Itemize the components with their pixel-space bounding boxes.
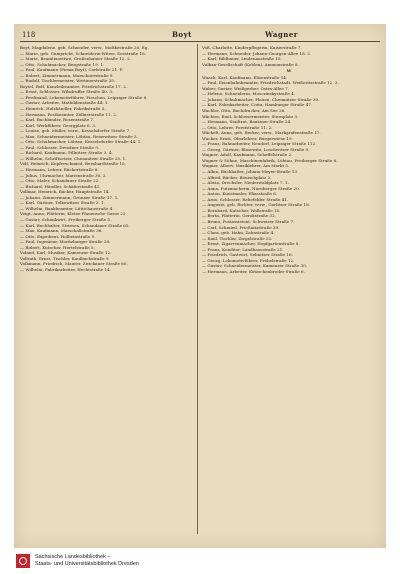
directory-entry: Vulkan-Gesellschaft (Kohlen), Ammonstraße 8. (202, 61, 299, 67)
directory-entry: Wacker, Ernst, Oberlehrer, Bürgerwiese 19. (202, 135, 293, 141)
page-header (22, 30, 378, 40)
directory-entry: Wagner, Adolf, Kaufmann, Scheffelstraße 2. (202, 152, 293, 158)
header-right-word: Wagner (265, 30, 298, 39)
directory-entry: — Otto, Lehrer, Forststraße 11. 2. (202, 124, 273, 130)
directory-entry: — Otto, Maler, Schandauer Straße 22. (20, 178, 100, 184)
section-letter: W (286, 68, 292, 74)
left-column (20, 45, 194, 272)
directory-entry: — Ernst, Schlosser, Wilsdruffer Straße 40. 3. (20, 89, 114, 95)
directory-entry: Waack, Karl, Kaufmann, Elisenstraße 14. (202, 74, 288, 80)
directory-entry: — Clara, geb. Hahn, Zahnstraße 4. (202, 230, 275, 236)
directory-entry: Voigt, Anna, Plätterin, Kleine Plauensche Gasse 22. (20, 211, 127, 217)
directory-entry: — Alwin, Drechsler, Niederwaldplatz 7. 1. (202, 180, 290, 186)
directory-entry: — Karl, Buchbinder, Rosenstraße 7. (20, 117, 95, 123)
directory-entry: — Arno, Schlosser, Rehefelder Straße 41. (202, 196, 289, 202)
directory-entry: — Robert, Zimmermann, Marschnerstraße 9. (20, 72, 114, 78)
directory-entry: — Berta, Plätterin, Gerokstraße 32. (202, 213, 276, 219)
directory-entry: — Wilhelm, Schriftsetzer, Chemnitzer Straße 25. 1. (20, 155, 127, 161)
footer-text (35, 554, 139, 568)
directory-entry: — Robert, Kutscher, Hertelstraße 5. (20, 244, 95, 250)
directory-entry: — Hermann, Lehrer, Rückertstraße 8. (20, 167, 99, 173)
directory-entry: Volkmann, Friedrich, Maurer, Zwickauer Straße 60. (20, 261, 128, 267)
directory-entry: — Hermann, Stadtrat, Bautzner Straße 24. (202, 119, 292, 125)
directory-entry: — Albin, Buchhalter, Johann-Meyer-Straße 13. (202, 169, 299, 175)
directory-entry: — Marie, geb. Gumpricht, Schneiderin-Witwe, Seestraße 16. (20, 50, 147, 56)
directory-entry: — Gustav, Schneidermeister, Kamenzer Straße 30. (202, 263, 308, 269)
directory-entry: — Hermann, Postbeamter, Zöllnerstraße 11. 2. (20, 111, 118, 117)
directory-entry: — Max, Kaufmann, Marschallstraße 36. (20, 228, 103, 234)
directory-entry: Wagner, Albert, Musiklehrer, Am Markt 5. (202, 163, 290, 169)
directory-entry: Wachler, Otto, Buchdrucker, Am See 26. (202, 108, 286, 114)
directory-entry: — Otto, Schuhmacher, Löbtau, Kesselsdorfer Straße 44. 1. (20, 139, 142, 145)
directory-entry: — Anna, Putzmacherin, Nürnberger Straße 20. (202, 185, 300, 191)
directory-entry: — Louise, geb. Müller, verw., Kesselsdorfer Straße 7. (20, 128, 131, 134)
directory-entry: — Paul, Eisenbahnbeamter, Friedrichstadt, Weißeritzstraße 12. 3. (202, 80, 339, 86)
directory-entry: — Alfred, Bäcker, Bönischplatz 3. (202, 174, 272, 180)
directory-entry: Wagner & Söhne, Maschinenfabrik, Löbtau, Freiberger Straße 8. (202, 157, 338, 163)
directory-entry: Volf, Heinrich, Kupferschmied, Bernhardstraße 10. (20, 161, 126, 167)
header-left-word: Boyt (172, 30, 192, 39)
directory-entry: — Hermann, Arbeiter, Kötzschenbroder Straße 6. (202, 268, 305, 274)
directory-entry: — Richard, Händler, Schäferstraße 41. (20, 183, 101, 189)
directory-entry: Waber, Gustav, Weißgerber, Ostra-Allee 7. (202, 85, 289, 91)
directory-entry: — Otto, Schuhmacher, Bergstraße 19. 1. (20, 61, 105, 67)
directory-entry: — Paul, Kaufmann (Firma Boyt), Carlstraße 21. P. (20, 67, 123, 73)
directory-entry: Voß, Charlotte, Kinderpflegerin, Kaiserstraße 7. (202, 45, 302, 50)
directory-entry: Wächter, Emil, Schlossermeister, Sternplatz 3. (202, 113, 299, 119)
directory-entry: Boyt, Magdalene, geb. Schneider, verw., Moltkestraße 20. Eg. (20, 45, 149, 50)
directory-page (14, 24, 386, 548)
directory-entry: — Johann, Schuhmacher, Plauen, Chemnitzer Straße 30. (202, 96, 320, 102)
directory-entry: — Otto, Expedient, Holbeinstraße 9. (20, 233, 96, 239)
directory-entry: — Georg, Lokomotivführer, Fröbelstraße 12. (202, 257, 295, 263)
directory-entry: — Karl, Gärtner, Tolkewitzer Straße 3. 1. (20, 200, 106, 206)
directory-entry: — Ferdinand, Lokomotivführer, Pieschen, Leipziger Straße 8. (20, 94, 148, 100)
directory-entry: — Friedrich, Gastwirt, Sebnitzer Straße 16. (202, 252, 293, 258)
directory-entry: — Hermann, Schneider, Johann-Georgen-Allee 18. 2. (202, 50, 312, 56)
directory-entry: — Gustav, Arbeiter, Mathildenstraße 44. 1. (20, 100, 109, 106)
directory-entry: — Karl, Bildhauer, Lindenaustraße 10. (202, 56, 282, 62)
directory-entry: — Paul, Ingenieur, Moritzburger Straße 28. (20, 239, 111, 245)
directory-entry: — Emil, Tischler, Ziegelstraße 53. (202, 235, 273, 241)
right-column (202, 45, 376, 274)
directory-entry: — Karl, Fabrikarbeiter, Cotta, Hamburger Straße 47. (202, 102, 313, 108)
directory-entry: — Ernst, Zigarrenmacher, Hopfgartenstraße 8. (202, 241, 300, 247)
directory-entry: — Franz, Bahnarbeiter, Neudorf, Leipziger Straße 112. (202, 141, 317, 147)
directory-entry: — Bernhard, Kutscher, Wallstraße 15. (202, 207, 281, 213)
directory-entry: — Heinrich, Holzhändler, Fabrikstraße 5. (20, 106, 106, 112)
directory-entry: — Wilhelm, Fabrikarbeiter, Hechtstraße 14. (20, 266, 111, 272)
directory-entry: — Paul, Schlosser, Dresdner Straße 9. (20, 144, 100, 150)
directory-entry: — Gustav, Schankwirt, Freiberger Straße 5. (20, 216, 112, 222)
directory-entry: — Julius, Uhrmacher, Marienstraße 30. 2. (20, 172, 107, 178)
directory-entry: — Wilhelm, Bankbeamter, Lüttichaustraße 4. (20, 205, 114, 211)
directory-entry: — Max, Schneidermeister, Löbtau, Reisewitzer Straße 5. (20, 133, 138, 139)
directory-entry: — Georg, Gärtner, Blasewitz, Loschwitzer Straße 9. (202, 146, 310, 152)
directory-entry: — Karl, Buchhalter, Striesen, Schandauer Straße 65. (20, 222, 130, 228)
directory-entry: Voland, Karl, Musiker, Kamenzer Straße 12. (20, 250, 112, 256)
directory-entry: — Carl, Schmied, Prießnitzstraße 39. (202, 224, 280, 230)
directory-entry: — Franz, Konditor, Landhausstraße 21. (202, 246, 284, 252)
directory-entry: — Anton, Kunstmaler, Eliasstraße 6. (202, 191, 278, 197)
header-rule (20, 41, 380, 42)
directory-entry: — Richard, Kaufmann, Pillnitzer Straße 3. 4. (20, 150, 113, 156)
directory-entry: — Johann, Zimmermann, Grünaer Straße 17. 1. (20, 194, 119, 200)
directory-entry: — Bruno, Postassistent, Schweizer Straße 7. (202, 218, 295, 224)
directory-entry: Vollmar, Heinrich, Bäcker, Hauptstraße 14. (20, 189, 110, 195)
directory-entry: Boytel, Rolf, Kanzleibeamter, Friedrichstraße 17. 2. (20, 83, 128, 89)
directory-entry: — Rudolf, Tischlermeister, Wettinerstraße 35. (20, 78, 116, 84)
column-divider (197, 44, 198, 534)
library-footer (14, 552, 386, 570)
directory-entry: — Marie, Beamtenwitwe, Großenhainer Straße 12. 2. (20, 56, 131, 62)
directory-entry: Wäckelt, Anna, geb. Becker, verw., Markgrafenstraße 17. (202, 130, 321, 136)
directory-entry: — Karl, Werkführer, Georgplatz 6. 3. (20, 122, 97, 128)
page-number: 118 (22, 31, 36, 39)
directory-entry: — Auguste, geb. Richter, verw., Görlitzer Straße 18. (202, 202, 311, 208)
library-logo-icon (16, 554, 30, 568)
footer-line-1: Sächsische Landesbibliothek – (35, 554, 111, 560)
directory-entry: — Helene, Schneiderin, Mosczinskystraße 4. (202, 91, 295, 97)
footer-line-2: Staats- und Universitätsbibliothek Dresden (35, 561, 139, 567)
directory-entry: Vollrath, Ernst, Tischler, Kaulbachstraße 9. (20, 255, 110, 261)
